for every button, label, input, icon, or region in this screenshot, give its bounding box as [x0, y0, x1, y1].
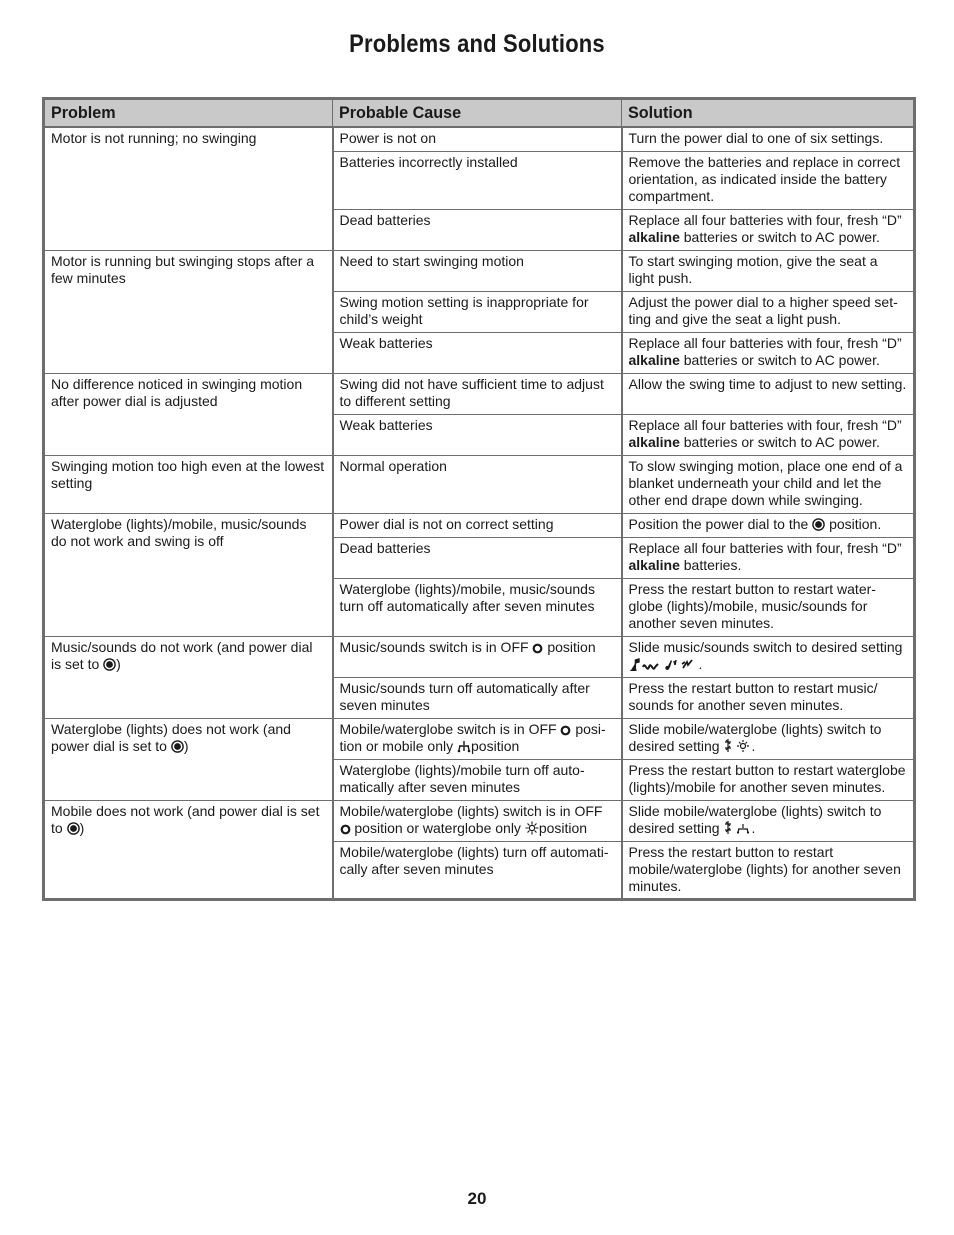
solution-cell: Remove the batteries and replace in correct orientation, as indicated inside the battery compartment.: [622, 151, 915, 209]
cause-cell: Power dial is not on correct setting: [333, 513, 622, 537]
power-dial-on-icon: [812, 518, 825, 531]
cause-cell: Power is not on: [333, 127, 622, 151]
cause-cell: Weak batteries: [333, 414, 622, 455]
mobile-only-icon: [457, 740, 471, 753]
problem-cell: Motor is running but swinging stops after a few minutes: [44, 250, 333, 373]
music-sounds-settings-icon: [629, 658, 699, 671]
solution-cell: Replace all four batteries with four, fresh “D” alkaline batteries or switch to AC power.: [622, 332, 915, 373]
table-row: [44, 513, 915, 537]
cause-cell: Weak batteries: [333, 332, 622, 373]
header-problem: Problem: [44, 99, 333, 128]
solution-cell: Slide mobile/waterglobe (lights) switch to desired setting .: [622, 800, 915, 841]
cause-cell: Swing did not have sufficient time to adjust to different setting: [333, 373, 622, 414]
off-position-icon: [560, 725, 571, 736]
cause-cell: Need to start swinging motion: [333, 250, 622, 291]
solution-cell: Slide mobile/waterglobe (lights) switch to desired setting .: [622, 718, 915, 759]
solution-cell: Press the restart button to restart mobile/waterglobe (lights) for another seven minutes.: [622, 841, 915, 899]
cause-cell: Dead batteries: [333, 537, 622, 578]
waterglobe-only-icon: [525, 821, 539, 835]
power-dial-on-icon: [67, 822, 80, 835]
cause-cell: Waterglobe (lights)/mobile turn off auto-matically after seven minutes: [333, 759, 622, 800]
table-row: [44, 373, 915, 414]
power-dial-on-icon: [103, 658, 116, 671]
solution-cell: To start swinging motion, give the seat a light push.: [622, 250, 915, 291]
cause-cell: Mobile/waterglobe (lights) switch is in OFF position or waterglobe only position: [333, 800, 622, 841]
problem-cell: Swinging motion too high even at the lowest setting: [44, 455, 333, 513]
solution-cell: Replace all four batteries with four, fresh “D” alkaline batteries.: [622, 537, 915, 578]
solution-cell: Adjust the power dial to a higher speed set-ting and give the seat a light push.: [622, 291, 915, 332]
cause-cell: Music/sounds turn off automatically after seven minutes: [333, 677, 622, 718]
problem-cell: Waterglobe (lights) does not work (and power dial is set to ): [44, 718, 333, 800]
page-title: Problems and Solutions: [349, 30, 605, 58]
header-probable-cause: Probable Cause: [333, 99, 622, 128]
table-row: [44, 127, 915, 151]
table-row: [44, 250, 915, 291]
page-number: 20: [467, 1189, 487, 1208]
problem-cell: Motor is not running; no swinging: [44, 127, 333, 250]
cause-cell: Music/sounds switch is in OFF position: [333, 636, 622, 677]
table-row: [44, 636, 915, 677]
cause-cell: Mobile/waterglobe (lights) turn off automati-cally after seven minutes: [333, 841, 622, 899]
problem-cell: Music/sounds do not work (and power dial is set to ): [44, 636, 333, 718]
cause-cell: Dead batteries: [333, 209, 622, 250]
cause-cell: Mobile/waterglobe switch is in OFF posi-tion or mobile only position: [333, 718, 622, 759]
solution-cell: Turn the power dial to one of six settings.: [622, 127, 915, 151]
solution-cell: To slow swinging motion, place one end of a blanket underneath your child and let the other end drape down while swinging.: [622, 455, 915, 513]
header-solution: Solution: [622, 99, 915, 128]
solution-cell: Press the restart button to restart music/ sounds for another seven minutes.: [622, 677, 915, 718]
problem-cell: Waterglobe (lights)/mobile, music/sounds do not work and swing is off: [44, 513, 333, 636]
solution-cell: Replace all four batteries with four, fresh “D” alkaline batteries or switch to AC power.: [622, 209, 915, 250]
table-header-row: [44, 99, 915, 128]
solution-cell: Replace all four batteries with four, fresh “D” alkaline batteries or switch to AC power.: [622, 414, 915, 455]
cause-cell: Waterglobe (lights)/mobile, music/sounds turn off automatically after seven minutes: [333, 578, 622, 636]
waterglobe-mobile-settings-icon: [723, 820, 751, 835]
off-position-icon: [340, 824, 351, 835]
solution-cell: Allow the swing time to adjust to new setting.: [622, 373, 915, 414]
cause-cell: Swing motion setting is inappropriate for child’s weight: [333, 291, 622, 332]
solution-cell: Press the restart button to restart water-globe (lights)/mobile, music/sounds for another seven minutes.: [622, 578, 915, 636]
power-dial-on-icon: [171, 740, 184, 753]
table-row: [44, 455, 915, 513]
table-row: [44, 718, 915, 759]
solution-cell: Slide music/sounds switch to desired setting .: [622, 636, 915, 677]
table-row: [44, 800, 915, 841]
cause-cell: Normal operation: [333, 455, 622, 513]
solution-cell: Position the power dial to the position.: [622, 513, 915, 537]
waterglobe-mobile-settings-icon: [723, 738, 751, 753]
troubleshooting-table: [42, 97, 916, 901]
off-position-icon: [532, 643, 543, 654]
cause-cell: Batteries incorrectly installed: [333, 151, 622, 209]
problem-cell: Mobile does not work (and power dial is set to ): [44, 800, 333, 899]
problem-cell: No difference noticed in swinging motion after power dial is adjusted: [44, 373, 333, 455]
solution-cell: Press the restart button to restart waterglobe (lights)/mobile for another seven minutes.: [622, 759, 915, 800]
